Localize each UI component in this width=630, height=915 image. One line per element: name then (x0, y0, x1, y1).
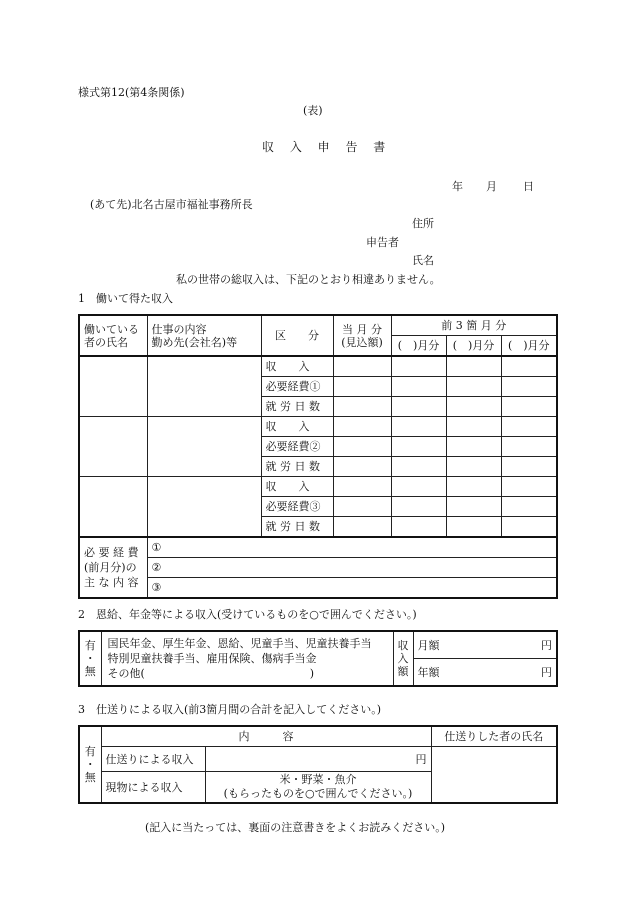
name-label: 氏名 (412, 254, 434, 267)
form-id: 様式第12(第4条関係) (78, 86, 185, 99)
job-info-1[interactable] (147, 356, 261, 417)
header-prior: 前 3 箇 月 分 (391, 315, 557, 336)
content-header: 内 容 (101, 726, 431, 747)
cell-input[interactable] (501, 497, 557, 517)
sender-name[interactable] (431, 747, 557, 804)
expenses-label: 必 要 経 費 (前月分)の 主 な 内 容 (79, 537, 147, 598)
addressee: (あて先)北名古屋市福祉事務所長 (90, 198, 253, 211)
address-label: 住所 (412, 217, 434, 230)
goods-content[interactable]: 米・野菜・魚介 (もらったものを○で囲んでください。) (205, 772, 431, 804)
date-year: 年 (452, 180, 463, 193)
cell-input[interactable] (501, 457, 557, 477)
pension-table (78, 630, 558, 687)
expense-item-1[interactable]: ① (147, 537, 557, 558)
pension-yes-no[interactable]: 有 ・ 無 (79, 631, 101, 686)
expense-item-2[interactable]: ② (147, 558, 557, 578)
cell-input[interactable] (391, 477, 446, 497)
footer-note: (記入に当たっては、裏面の注意書きをよくお読みください。) (145, 821, 446, 834)
row-label: 収 入 (261, 417, 333, 437)
cell-input[interactable] (391, 397, 446, 417)
cash-label: 仕送りによる収入 (101, 747, 205, 772)
cell-input[interactable] (333, 397, 391, 417)
cell-input[interactable] (446, 437, 501, 457)
cell-input[interactable] (391, 377, 446, 397)
section2-heading: 2 恩給、年金等による収入(受けているものを○で囲んでください。) (78, 608, 417, 621)
cell-input[interactable] (501, 397, 557, 417)
worker-name-2[interactable] (79, 417, 147, 477)
cell-input[interactable] (446, 497, 501, 517)
header-current: 当 月 分 (見込額) (333, 315, 391, 356)
cash-amount[interactable]: 円 (205, 747, 431, 772)
page-title: 収 入 申 告 書 (262, 140, 392, 154)
worker-name-1[interactable] (79, 356, 147, 417)
cell-input[interactable] (333, 377, 391, 397)
section1-heading: 1 働いて得た収入 (78, 292, 173, 305)
cell-input[interactable] (446, 377, 501, 397)
header-month-1: ( )月分 (391, 336, 446, 357)
cell-input[interactable] (446, 517, 501, 538)
cell-input[interactable] (333, 497, 391, 517)
side-label: (表) (303, 104, 323, 117)
cell-input[interactable] (333, 437, 391, 457)
remittance-table (78, 725, 558, 804)
row-label: 収 入 (261, 477, 333, 497)
row-label: 就 労 日 数 (261, 397, 333, 417)
row-label: 収 入 (261, 356, 333, 377)
cell-input[interactable] (391, 497, 446, 517)
header-month-3: ( )月分 (501, 336, 557, 357)
income-amount-label: 収 入 額 (393, 631, 413, 686)
cell-input[interactable] (501, 377, 557, 397)
cell-input[interactable] (501, 517, 557, 538)
cell-input[interactable] (446, 457, 501, 477)
row-label: 就 労 日 数 (261, 457, 333, 477)
row-label: 就 労 日 数 (261, 517, 333, 538)
row-label: 必要経費② (261, 437, 333, 457)
cell-input[interactable] (333, 356, 391, 377)
monthly-amount[interactable]: 月額 円 (413, 631, 557, 659)
cell-input[interactable] (391, 356, 446, 377)
date-day: 日 (523, 180, 534, 193)
cell-input[interactable] (333, 477, 391, 497)
expense-item-3[interactable]: ③ (147, 578, 557, 599)
cell-input[interactable] (333, 417, 391, 437)
cell-input[interactable] (501, 356, 557, 377)
date-month: 月 (486, 180, 497, 193)
cell-input[interactable] (446, 397, 501, 417)
yearly-amount[interactable]: 年額 円 (413, 659, 557, 687)
goods-label: 現物による収入 (101, 772, 205, 804)
cell-input[interactable] (446, 417, 501, 437)
header-job: 仕事の内容 勤め先(会社名)等 (147, 315, 261, 356)
header-worker: 働いている 者の氏名 (79, 315, 147, 356)
sender-header: 仕送りした者の氏名 (431, 726, 557, 747)
job-info-3[interactable] (147, 477, 261, 538)
header-category: 区 分 (261, 315, 333, 356)
row-label: 必要経費① (261, 377, 333, 397)
header-month-2: ( )月分 (446, 336, 501, 357)
earned-income-table (78, 314, 558, 599)
remittance-yes-no[interactable]: 有 ・ 無 (79, 726, 101, 803)
worker-name-3[interactable] (79, 477, 147, 538)
cell-input[interactable] (391, 457, 446, 477)
cell-input[interactable] (391, 417, 446, 437)
section3-heading: 3 仕送りによる収入(前3箇月間の合計を記入してください。) (78, 703, 382, 716)
cell-input[interactable] (446, 356, 501, 377)
cell-input[interactable] (391, 517, 446, 538)
cell-input[interactable] (333, 457, 391, 477)
cell-input[interactable] (501, 417, 557, 437)
cell-input[interactable] (446, 477, 501, 497)
statement: 私の世帯の総収入は、下記のとおり相違ありません。 (176, 273, 441, 286)
declarant-label: 申告者 (366, 236, 399, 249)
row-label: 必要経費③ (261, 497, 333, 517)
cell-input[interactable] (501, 437, 557, 457)
cell-input[interactable] (501, 477, 557, 497)
pension-items[interactable]: 国民年金、厚生年金、恩給、児童手当、児童扶養手当 特別児童扶養手当、雇用保険、傷病手当金 その他( ) (101, 631, 393, 686)
cell-input[interactable] (391, 437, 446, 457)
job-info-2[interactable] (147, 417, 261, 477)
cell-input[interactable] (333, 517, 391, 538)
